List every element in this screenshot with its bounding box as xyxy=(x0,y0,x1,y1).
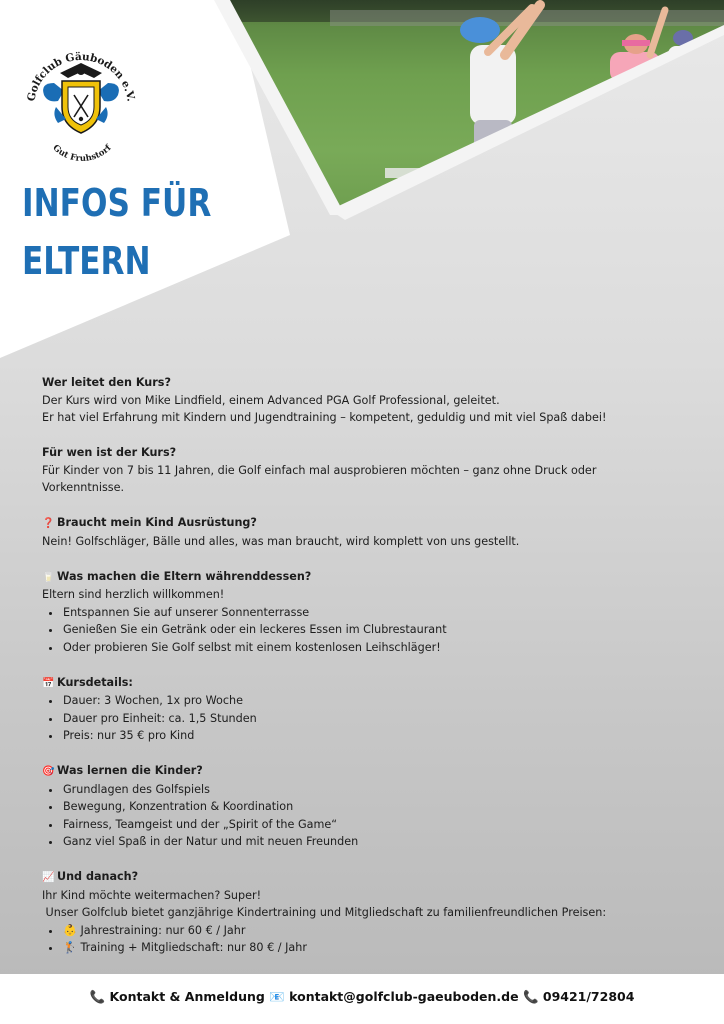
mail-icon: 📧 xyxy=(269,989,285,1004)
list-item: • 👶 Jahrestraining: nur 60 € / Jahr xyxy=(62,922,682,940)
bullet-list xyxy=(42,781,682,851)
list-item: • Oder probieren Sie Golf selbst mit einem kostenlosen Leihschläger! xyxy=(62,639,682,657)
question-heading: Für wen ist der Kurs? xyxy=(42,446,177,459)
list-item: • Dauer: 3 Wochen, 1x pro Woche xyxy=(62,692,682,710)
answer-line: Nein! Golfschläger, Bälle und alles, was man braucht, wird komplett von uns gestellt. xyxy=(42,534,520,548)
section-learning xyxy=(42,762,682,851)
section-afterwards xyxy=(42,868,682,957)
section-course-details xyxy=(42,674,682,745)
title-line-2: ELTERN xyxy=(22,239,151,283)
question-heading: Wer leitet den Kurs? xyxy=(42,376,171,389)
target-icon: 🎯 xyxy=(42,766,55,777)
footer-contact-bar xyxy=(0,974,724,1024)
list-item: • Preis: nur 35 € pro Kind xyxy=(62,727,682,745)
question-text: Und danach? xyxy=(57,870,139,883)
question-text: Braucht mein Kind Ausrüstung? xyxy=(57,516,257,529)
question-heading xyxy=(42,674,682,693)
answer-line: Unser Golfclub bietet ganzjährige Kindertraining und Mitgliedschaft zu familienfreundlichen Preisen: xyxy=(42,906,607,919)
bullet-list xyxy=(42,692,682,745)
svg-text:Gut Fruhstorf xyxy=(51,142,115,164)
list-item: • Ganz viel Spaß in der Natur und mit neuen Freunden xyxy=(62,833,682,851)
question-text: Was machen die Eltern währenddessen? xyxy=(57,569,312,583)
answer-line: Ihr Kind möchte weitermachen? Super! xyxy=(42,888,262,902)
section-parents xyxy=(42,568,682,657)
section-target-group xyxy=(42,444,682,497)
question-mark-icon: ❓ xyxy=(42,518,55,529)
bullet-list xyxy=(42,604,682,657)
title-line-1: INFOS FÜR xyxy=(22,181,212,225)
question-heading xyxy=(42,568,682,587)
logo-top-text: Golfclub Gäuboden e.V. xyxy=(25,50,137,103)
answer-line: Eltern sind herzlich willkommen! xyxy=(42,588,225,601)
phone-icon: 📞 xyxy=(522,989,539,1004)
section-course-leader xyxy=(42,374,682,427)
list-item: • Fairness, Teamgeist und der „Spirit of the Game“ xyxy=(62,816,682,834)
answer-line: Der Kurs wird von Mike Lindfield, einem Advanced PGA Golf Professional, geleitet. xyxy=(42,393,500,407)
question-text: Was lernen die Kinder? xyxy=(57,764,203,777)
glass-icon: 🥛 xyxy=(42,571,55,583)
answer-line: Er hat viel Erfahrung mit Kindern und Jugendtraining – kompetent, geduldig und mit viel Spaß dabei! xyxy=(42,411,607,424)
chart-up-icon: 📈 xyxy=(42,872,55,883)
page-title xyxy=(22,174,211,290)
calendar-icon: 📅 xyxy=(42,677,55,689)
phone-icon: 📞 xyxy=(89,989,106,1004)
list-item: • Dauer pro Einheit: ca. 1,5 Stunden xyxy=(62,710,682,728)
info-content xyxy=(42,374,682,993)
email-link[interactable]: kontakt@golfclub-gaeuboden.de xyxy=(289,989,519,1004)
phone-number[interactable]: 09421/72804 xyxy=(542,989,635,1004)
list-item: • Entspannen Sie auf unserer Sonnenterrasse xyxy=(62,604,682,622)
list-item: • Genießen Sie ein Getränk oder ein leckeres Essen im Clubrestaurant xyxy=(62,621,682,639)
logo-bottom-text: Gut Fruhstorf xyxy=(50,143,114,165)
question-text: Kursdetails: xyxy=(57,675,133,689)
question-heading xyxy=(42,514,682,533)
list-item: • Bewegung, Konzentration & Koordination xyxy=(62,798,682,816)
question-heading xyxy=(42,868,682,887)
section-equipment xyxy=(42,514,682,550)
contact-label: Kontakt & Anmeldung xyxy=(109,989,265,1004)
bullet-list xyxy=(42,922,682,957)
answer-line: Für Kinder von 7 bis 11 Jahren, die Golf einfach mal ausprobieren möchten – ganz ohne Druck oder Vorkenntnisse. xyxy=(42,463,597,494)
club-logo xyxy=(22,45,140,170)
question-heading xyxy=(42,762,682,781)
list-item: • Grundlagen des Golfspiels xyxy=(62,781,682,799)
list-item: • 🏌 Training + Mitgliedschaft: nur 80 € / Jahr xyxy=(62,939,682,957)
